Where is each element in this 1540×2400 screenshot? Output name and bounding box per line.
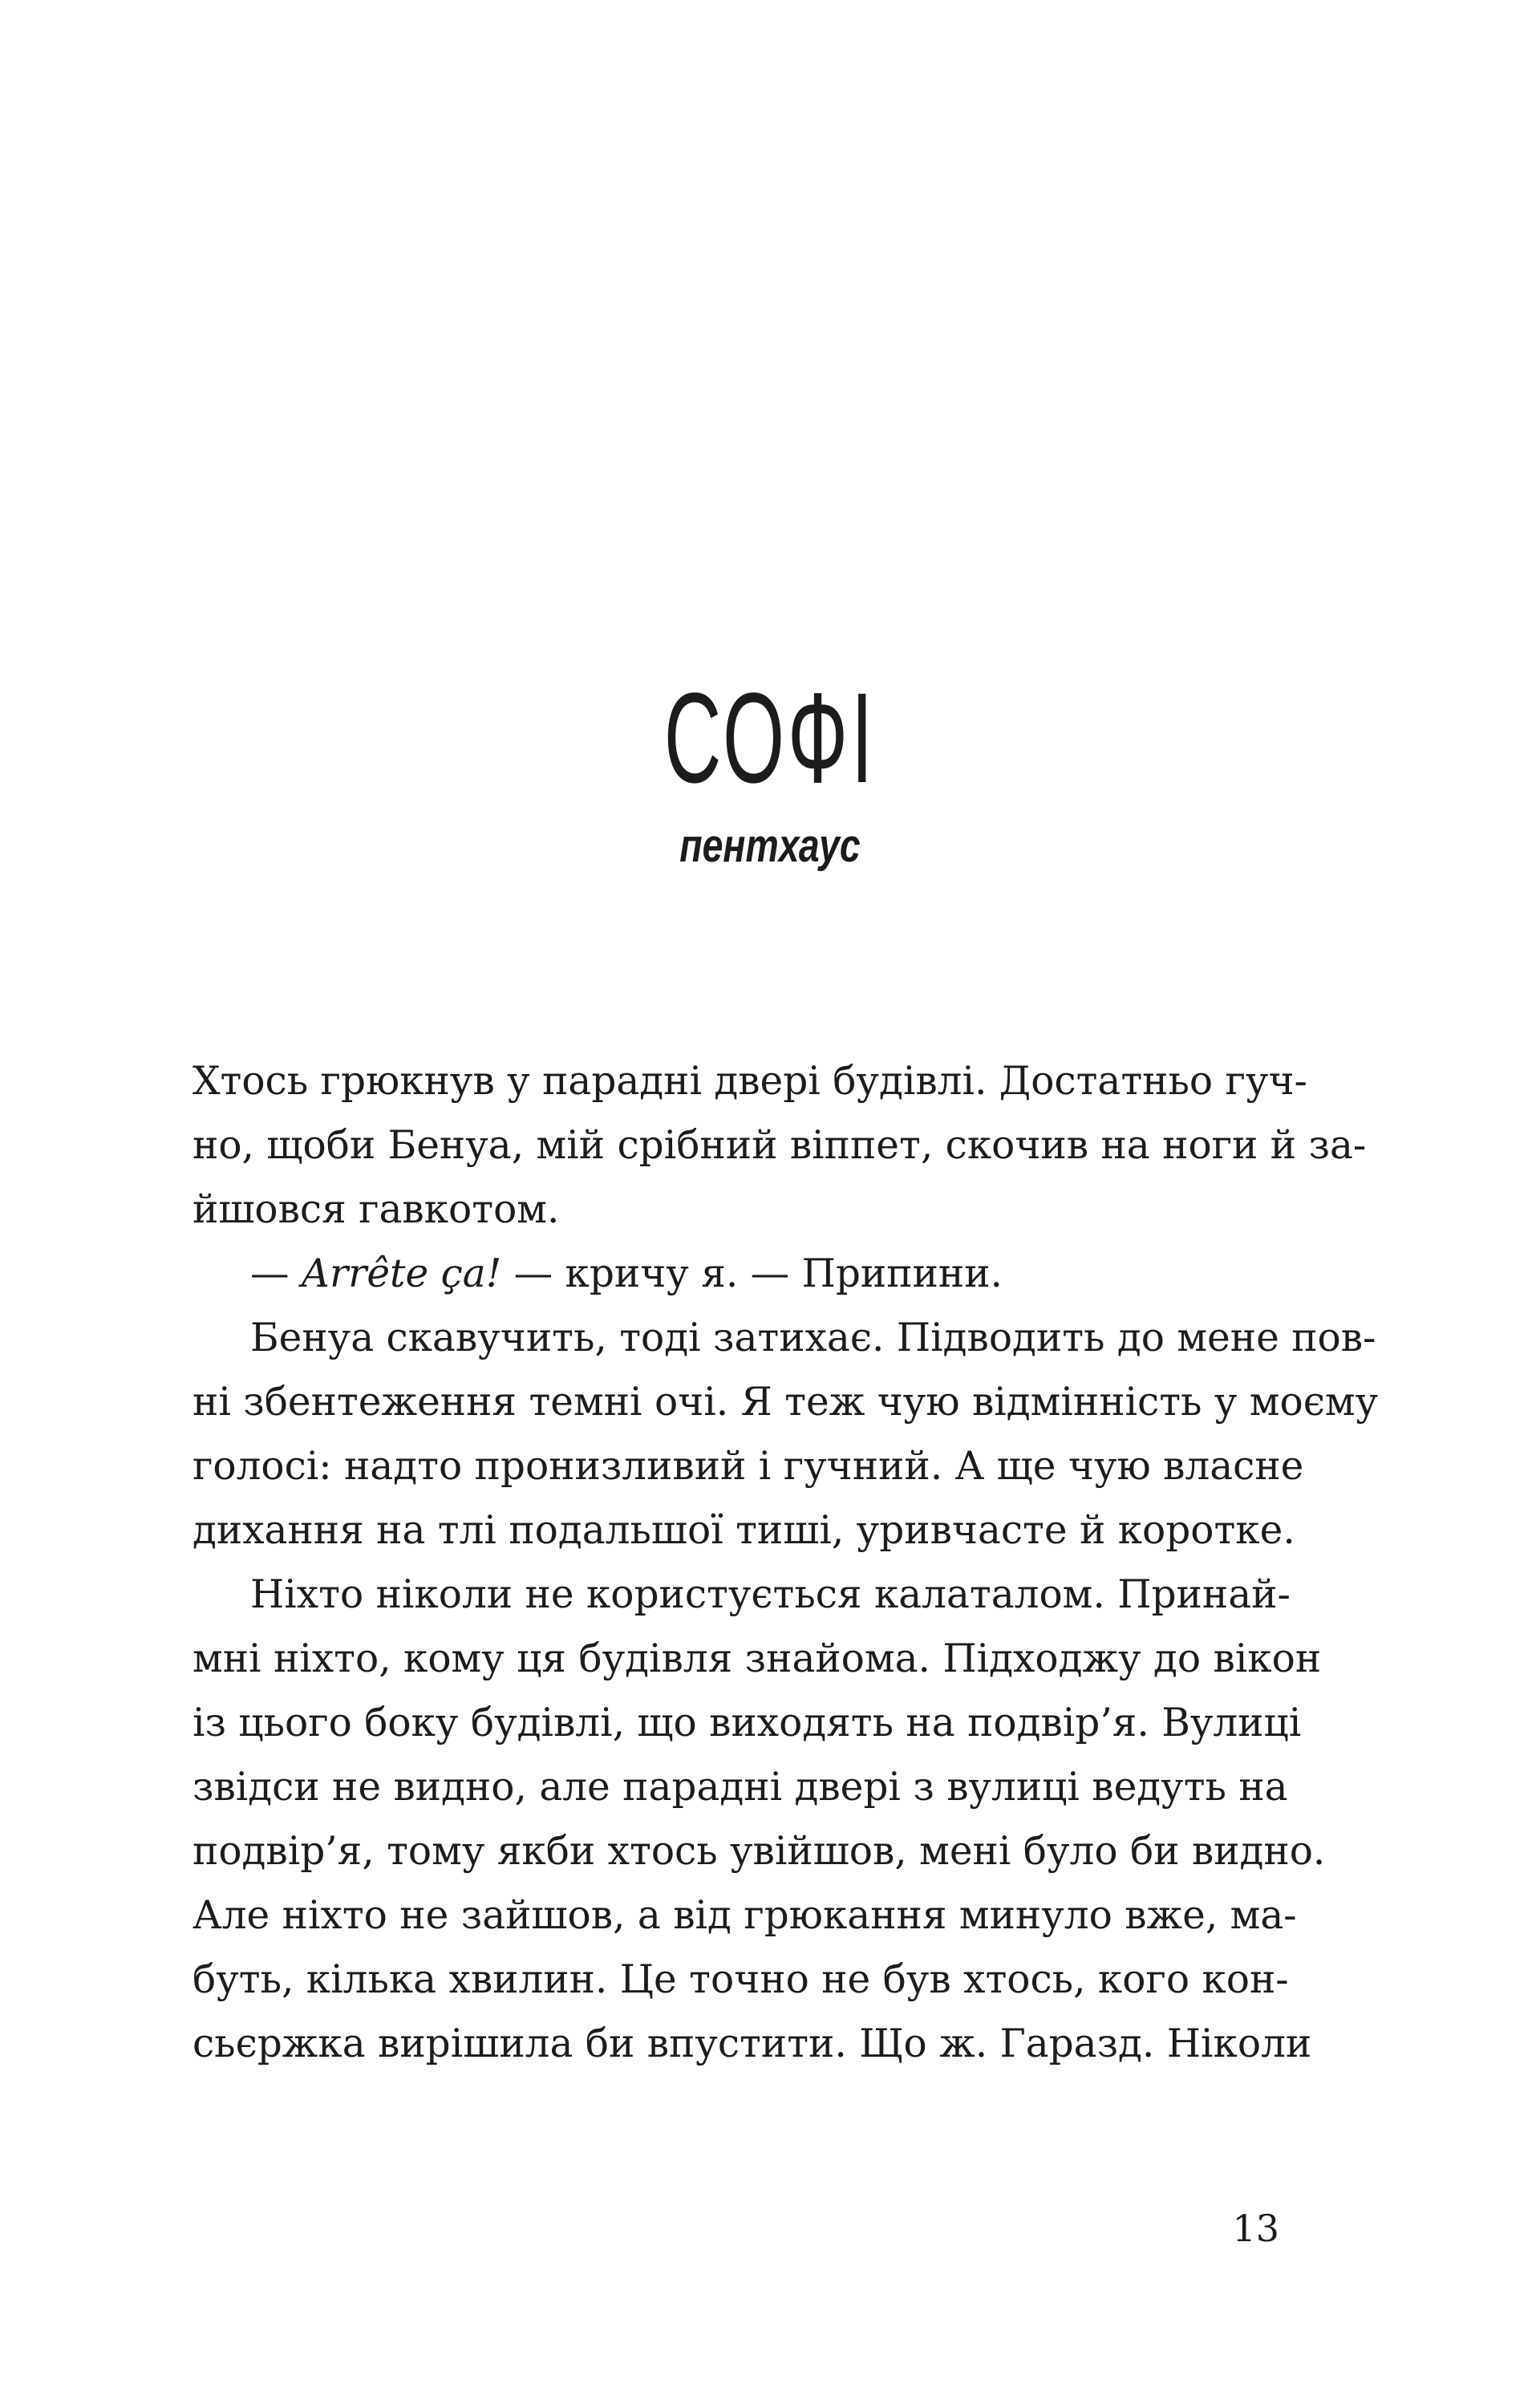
text-line: буть, кілька хвилин. Це точно не був хтось, кого кон- — [192, 1957, 1289, 2002]
text-line: ні збентеження темні очі. Я теж чую відмінність у моєму — [192, 1380, 1379, 1425]
text-line: Але ніхто не зайшов, а від грюкання минуло вже, ма- — [192, 1893, 1297, 1938]
text-line: сьєржка вирішила би впустити. Що ж. Гаразд. Ніколи — [192, 2021, 1312, 2066]
text-line: Ніхто ніколи не користується калаталом. Принай- — [250, 1572, 1291, 1617]
text-line: йшовся гавкотом. — [192, 1187, 560, 1232]
page-number: 13 — [1232, 2207, 1279, 2250]
text-line — [192, 1242, 1279, 1306]
text-line: Бенуа скавучить, тоді затихає. Підводить до мене пов- — [250, 1316, 1376, 1360]
text-line: із цього боку будівлі, що виходять на подвір’я. Вулиці — [192, 1701, 1302, 1745]
text-line-suffix: — кричу я. — Припини. — [501, 1251, 1003, 1296]
text-line: но, щоби Бенуа, мій срібний віппет, скочив на ноги й за- — [192, 1123, 1367, 1168]
chapter-title: СОФІ — [663, 666, 877, 809]
text-line: Хтось грюкнув у парадні двері будівлі. Достатньо гуч- — [192, 1059, 1307, 1104]
chapter-body-text — [192, 1049, 1379, 2076]
chapter-subtitle: пентхаус — [679, 820, 861, 872]
text-line: дихання на тлі подальшої тиші, уривчасте й коротке. — [192, 1508, 1295, 1553]
foreign-phrase: Arrête ça! — [301, 1251, 502, 1296]
text-line: звідси не видно, але парадні двері з вулиці ведуть на — [192, 1765, 1288, 1810]
text-line: подвір’я, тому якби хтось увійшов, мені було би видно. — [192, 1829, 1326, 1874]
text-line-prefix: — — [250, 1251, 302, 1296]
text-line: голосі: надто пронизливий і гучний. А ще чую власне — [192, 1444, 1304, 1489]
text-line: мні ніхто, кому ця будівля знайома. Підходжу до вікон — [192, 1636, 1322, 1681]
